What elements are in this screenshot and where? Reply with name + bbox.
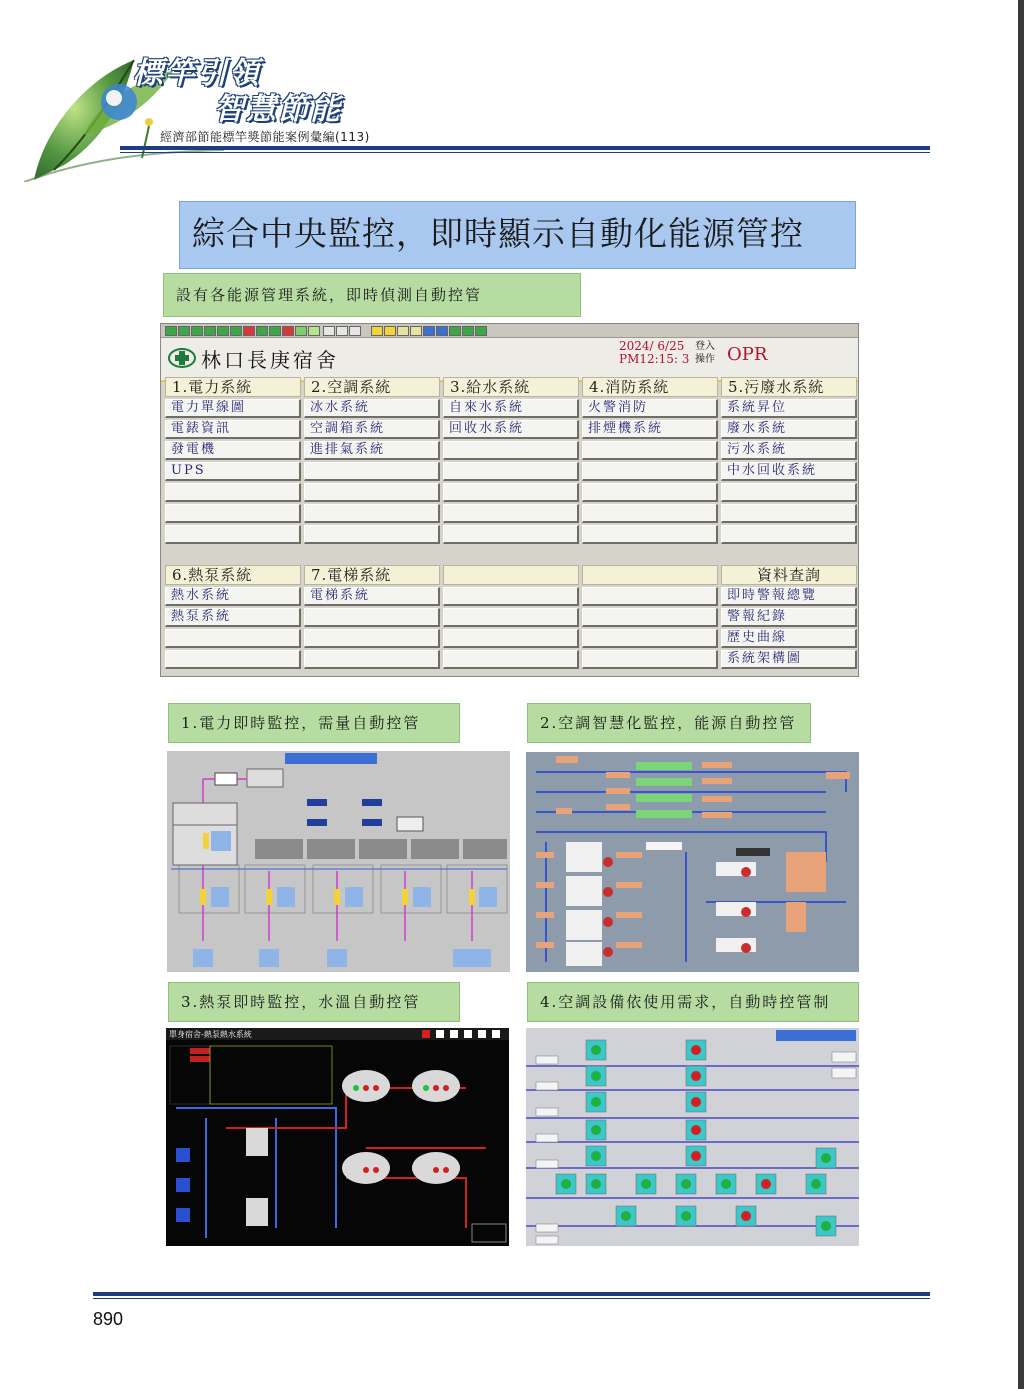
toolbar-button[interactable] [349,326,361,336]
system-menu-button[interactable]: 廢水系統 [721,420,857,439]
column-header [582,565,718,585]
schedule-control-screenshot [526,1028,859,1246]
site-name: 林口長庚宿舍 [201,348,339,372]
system-menu-button[interactable]: 回收水系統 [443,420,579,439]
scada-date: 2024/ 6/25 [619,339,685,353]
system-bottom-column [443,565,579,669]
system-menu-button[interactable]: 熱水系統 [165,587,301,606]
toolbar-button[interactable] [230,326,242,336]
panel-title-power: 1.電力即時監控，需量自動控管 [168,703,460,743]
scada-datetime [619,340,689,366]
system-menu-button[interactable] [582,587,718,606]
page-title: 綜合中央監控，即時顯示自動化能源管控 [179,201,856,269]
toolbar-button[interactable] [243,326,255,336]
operator-name: OPR [727,344,768,365]
system-menu-button[interactable] [165,525,301,544]
toolbar-button[interactable] [436,326,448,336]
system-top-column [165,377,301,544]
system-menu-button[interactable] [443,525,579,544]
toolbar-button[interactable] [475,326,487,336]
toolbar-button[interactable] [410,326,422,336]
system-menu-button[interactable]: 電梯系統 [304,587,440,606]
system-menu-button[interactable]: UPS [165,462,301,481]
power-single-line-diagram [167,751,510,972]
system-menu-button[interactable] [304,525,440,544]
column-header: 4.消防系統 [582,377,718,397]
system-menu-button[interactable] [165,629,301,648]
system-top-column [721,377,857,544]
scada-main-screen [160,323,859,677]
brand-title-line2: 智慧節能 [214,92,342,127]
section-intro: 設有各能源管理系統，即時偵測自動控管 [163,273,581,317]
system-menu-button[interactable]: 冰水系統 [304,399,440,418]
system-bottom-column [304,565,440,669]
system-menu-button[interactable] [165,504,301,523]
toolbar-button[interactable] [178,326,190,336]
system-menu-button[interactable] [582,608,718,627]
toolbar-button[interactable] [282,326,294,336]
system-menu-button[interactable]: 系統架構圖 [721,650,857,669]
system-menu-button[interactable] [582,462,718,481]
system-menu-button[interactable] [582,504,718,523]
page-number: 890 [93,1309,124,1329]
system-menu-button[interactable] [582,525,718,544]
system-bottom-column [165,565,301,669]
column-header: 3.給水系統 [443,377,579,397]
chiller-plant-diagram [526,752,859,972]
header-divider-thin [120,152,930,153]
arrow-left-icon[interactable] [371,326,383,336]
system-menu-button[interactable]: 系統昇位 [721,399,857,418]
system-menu-button[interactable] [443,504,579,523]
login-label: 登入 [695,341,715,352]
system-menu-button[interactable] [304,650,440,669]
column-header: 6.熱泵系統 [165,565,301,585]
system-menu-button[interactable]: 自來水系統 [443,399,579,418]
system-menu-button[interactable] [443,629,579,648]
system-menu-button[interactable] [443,650,579,669]
system-menu-button[interactable]: 排煙機系統 [582,420,718,439]
toolbar-button[interactable] [191,326,203,336]
column-header [443,565,579,585]
hvac-monitor-screenshot [526,752,859,972]
system-menu-button[interactable] [443,483,579,502]
column-header: 資料查詢 [721,565,857,585]
system-menu-button[interactable] [304,462,440,481]
system-menu-button[interactable]: 火警消防 [582,399,718,418]
system-top-column [304,377,440,544]
toolbar-button[interactable] [423,326,435,336]
system-menu-button[interactable] [582,650,718,669]
system-menu-button[interactable] [304,608,440,627]
toolbar-button[interactable] [256,326,268,336]
toolbar-button[interactable] [462,326,474,336]
toolbar-button[interactable] [308,326,320,336]
operate-label: 操作 [695,354,715,365]
system-top-column [443,377,579,544]
brand-title-line1: 標竿引領 [133,56,261,91]
system-menu-button[interactable]: 警報紀錄 [721,608,857,627]
toolbar-button[interactable] [204,326,216,336]
toolbar-button[interactable] [336,326,348,336]
system-menu-button[interactable] [721,483,857,502]
footer-divider-thin [93,1298,930,1299]
system-menu-button[interactable] [304,504,440,523]
system-menu-button[interactable]: 中水回收系統 [721,462,857,481]
system-menu-button[interactable]: 電錶資訊 [165,420,301,439]
header-subtitle: 經濟部節能標竿獎節能案例彙編(113) [160,130,370,144]
system-menu-button[interactable] [582,441,718,460]
system-menu-button[interactable]: 熱泵系統 [165,608,301,627]
column-header: 7.電梯系統 [304,565,440,585]
heatpump-hot-water-diagram [166,1028,509,1246]
system-menu-button[interactable]: 電力單線圖 [165,399,301,418]
heatpump-screen-title: 單身宿舍-熱泵熱水系統 [169,1030,252,1039]
system-menu-button[interactable] [165,483,301,502]
ahu-schedule-diagram [526,1028,859,1246]
system-menu-button[interactable] [721,504,857,523]
scada-time: PM12:15: 3 [619,352,690,366]
toolbar-button[interactable] [323,326,335,336]
system-menu-button[interactable] [721,525,857,544]
system-menu-button[interactable]: 空調箱系統 [304,420,440,439]
toolbar-button[interactable] [217,326,229,336]
system-bottom-column [721,565,857,669]
system-menu-button[interactable] [582,483,718,502]
system-menu-button[interactable] [304,483,440,502]
system-menu-button[interactable]: 歷史曲線 [721,629,857,648]
system-menu-button[interactable] [582,629,718,648]
system-menu-button[interactable]: 發電機 [165,441,301,460]
system-menu-button[interactable]: 進排氣系統 [304,441,440,460]
system-menu-button[interactable] [304,629,440,648]
toolbar-button[interactable] [397,326,409,336]
system-menu-button[interactable]: 污水系統 [721,441,857,460]
system-menu-button[interactable] [443,587,579,606]
system-top-column [582,377,718,544]
system-menu-button[interactable] [165,650,301,669]
panel-title-hvac: 2.空調智慧化監控，能源自動控管 [527,703,811,743]
toolbar-button[interactable] [165,326,177,336]
system-menu-button[interactable] [443,608,579,627]
column-header: 1.電力系統 [165,377,301,397]
column-header: 5.污廢水系統 [721,377,857,397]
toolbar-button[interactable] [269,326,281,336]
header-divider [120,146,930,150]
column-header: 2.空調系統 [304,377,440,397]
page-edge-shadow [1018,0,1024,1389]
heatpump-monitor-screenshot [166,1028,509,1246]
toolbar-button[interactable] [449,326,461,336]
system-menu-button[interactable] [443,441,579,460]
system-menu-button[interactable] [443,462,579,481]
scada-toolbar [161,324,858,338]
login-operate-labels [695,340,715,366]
toolbar-button[interactable] [295,326,307,336]
panel-title-schedule: 4.空調設備依使用需求，自動時控管制 [527,982,859,1022]
system-bottom-column [582,565,718,669]
system-menu-button[interactable]: 即時警報總覽 [721,587,857,606]
panel-title-heatpump: 3.熱泵即時監控，水溫自動控管 [168,982,460,1022]
hospital-logo-icon [167,346,197,370]
arrow-right-icon[interactable] [384,326,396,336]
scada-header [161,338,858,382]
footer-divider [93,1292,930,1296]
power-monitor-screenshot [167,751,510,972]
